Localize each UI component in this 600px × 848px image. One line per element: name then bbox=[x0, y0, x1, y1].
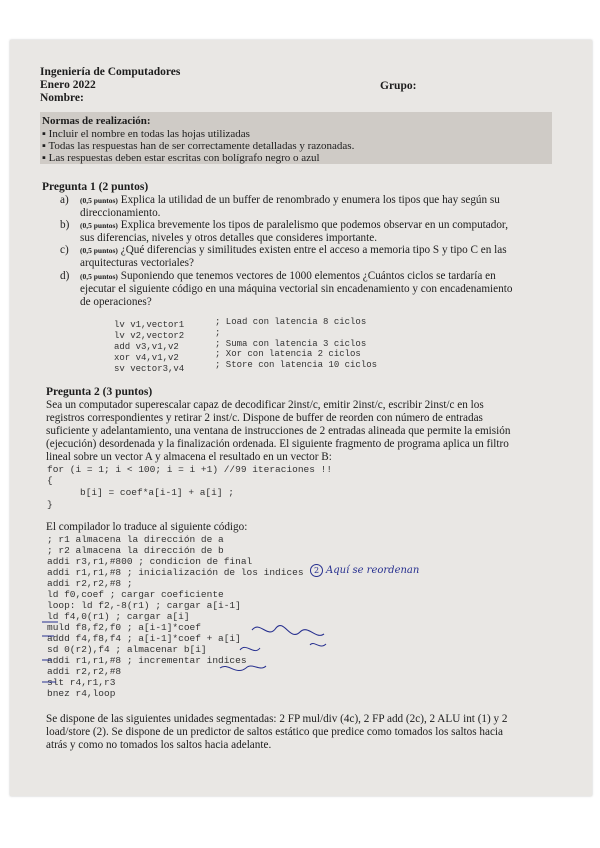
q1-item-d-cont2: de operaciones? bbox=[80, 296, 152, 308]
loop-code: b[i] = coef*a[i-1] + a[i] ; bbox=[80, 487, 234, 498]
q2-outro-line: Se dispone de las siguientes unidades segmentadas: 2 FP mul/div (4c), 2 FP add (2c), 2 ALU int (1) y 2 bbox=[46, 713, 508, 725]
vector-code-ins: add v3,v1,v2 bbox=[114, 342, 179, 352]
loop-code: } bbox=[47, 499, 53, 510]
asm-line: addi r1,r1,#8 ; incrementar indices bbox=[47, 655, 247, 666]
asm-line: ; r1 almacena la dirección de a bbox=[47, 534, 224, 545]
asm-line: addi r2,r2,#8 ; bbox=[47, 578, 133, 589]
loop-code: { bbox=[47, 475, 53, 486]
q1-item-b-cont: sus diferencias, niveles y otros detalles que consideres importante. bbox=[80, 232, 378, 244]
norms-title: Normas de realización: bbox=[42, 115, 151, 127]
vector-code-ins: xor v4,v1,v2 bbox=[114, 353, 179, 363]
asm-line: addi r3,r1,#800 ; condicion de final bbox=[47, 556, 253, 567]
norm-item: ▪ Todas las respuestas han de ser correctamente detalladas y razonadas. bbox=[42, 140, 355, 152]
asm-line: muld f8,f2,f0 ; a[i-1]*coef bbox=[47, 622, 201, 633]
name-label: Nombre: bbox=[40, 92, 84, 104]
q2-intro-line: Sea un computador superescalar capaz de decodificar 2inst/c, emitir 2inst/c, escribir 2inst/c en los bbox=[46, 399, 484, 411]
norms-box bbox=[40, 112, 552, 164]
vector-code-ins: sv vector3,v4 bbox=[114, 364, 185, 374]
q2-outro-line: load/store (2). Se dispone de un predictor de saltos estático que predice como tomados los saltos hacia bbox=[46, 726, 504, 738]
vector-code-cmt: ; Suma con latencia 3 ciclos bbox=[215, 339, 367, 349]
q2-intro-line: registros correspondientes y retirar 2 inst/c. Dispone de buffer de reorden con número de entradas bbox=[46, 412, 483, 424]
q1-item-c: c) (0,5 puntos) ¿Qué diferencias y similitudes existen entre el acceso a memoria tipo S y tipo C en las bbox=[60, 244, 507, 256]
asm-line: addi r2,r2,#8 bbox=[47, 666, 122, 677]
q1-item-d: d) (0,5 puntos) Suponiendo que tenemos vectores de 1000 elementos ¿Cuántos ciclos se tardaría en bbox=[60, 270, 496, 282]
q1-item-d-cont: ejecutar el siguiente código en una máquina vectorial sin encadenamiento y con encadenamiento bbox=[80, 283, 513, 295]
vector-code-ins: lv v1,vector1 bbox=[114, 320, 185, 330]
q2-intro-line: suficiente y adelantamiento, una ventana de instrucciones de 2 entradas alineada que permite la emisión bbox=[46, 425, 511, 437]
group-label: Grupo: bbox=[380, 80, 417, 92]
q2-outro-line: atrás y como no tomados los saltos hacia adelante. bbox=[46, 739, 272, 751]
q2-intro-line: (ejecución) desordenada y la finalización ordenada. El siguiente fragmento de programa aplica un filtro bbox=[46, 438, 509, 450]
compiler-intro: El compilador lo traduce al siguiente código: bbox=[46, 521, 248, 533]
vector-code-cmt: ; Load con latencia 8 ciclos bbox=[215, 317, 367, 327]
asm-line: addd f4,f8,f4 ; a[i-1]*coef + a[i] bbox=[47, 633, 241, 644]
q1-item-a-cont: direccionamiento. bbox=[80, 207, 161, 219]
q1-item-c-cont: arquitecturas vectoriales? bbox=[80, 257, 194, 269]
course-title: Ingeniería de Computadores bbox=[40, 66, 181, 78]
asm-line: addi r1,r1,#8 ; inicialización de los indices bbox=[47, 567, 304, 578]
question-1-title: Pregunta 1 (2 puntos) bbox=[42, 181, 149, 193]
handwritten-marks bbox=[40, 610, 340, 690]
norm-item: ▪ Las respuestas deben estar escritas con bolígrafo negro o azul bbox=[42, 152, 320, 164]
asm-line: bnez r4,loop bbox=[47, 688, 116, 699]
norm-item: ▪ Incluir el nombre en todas las hojas utilizadas bbox=[42, 128, 250, 140]
vector-code-cmt: ; Xor con latencia 2 ciclos bbox=[215, 349, 361, 359]
q2-intro-line: lineal sobre un vector A y almacena el resultado en un vector B: bbox=[46, 451, 332, 463]
q1-item-a: a) (0,5 puntos) Explica la utilidad de un buffer de renombrado y enumera los tipos que hay según su bbox=[60, 194, 500, 206]
asm-line: slt r4,r1,r3 bbox=[47, 677, 116, 688]
asm-line: ; r2 almacena la dirección de b bbox=[47, 545, 224, 556]
vector-code-cmt: ; bbox=[215, 328, 221, 338]
q1-item-b: b) (0,5 puntos) Explica brevemente los tipos de paralelismo que podemos observar en un computador, bbox=[60, 219, 509, 231]
asm-line: ld f0,coef ; cargar coeficiente bbox=[47, 589, 224, 600]
vector-code-ins: lv v2,vector2 bbox=[114, 331, 185, 341]
loop-code: for (i = 1; i < 100; i = i +1) //99 iteraciones !! bbox=[47, 464, 333, 475]
asm-line: ld f4,0(r1) ; cargar a[i] bbox=[47, 611, 190, 622]
question-2-title: Pregunta 2 (3 puntos) bbox=[46, 386, 153, 398]
vector-code-cmt: ; Store con latencia 10 ciclos bbox=[215, 360, 378, 370]
exam-date: Enero 2022 bbox=[40, 79, 96, 91]
asm-line: loop: ld f2,-8(r1) ; cargar a[i-1] bbox=[47, 600, 241, 611]
asm-line: sd 0(r2),f4 ; almacenar b[i] bbox=[47, 644, 207, 655]
handwritten-note: 2 Aquí se reordenan bbox=[310, 564, 419, 577]
